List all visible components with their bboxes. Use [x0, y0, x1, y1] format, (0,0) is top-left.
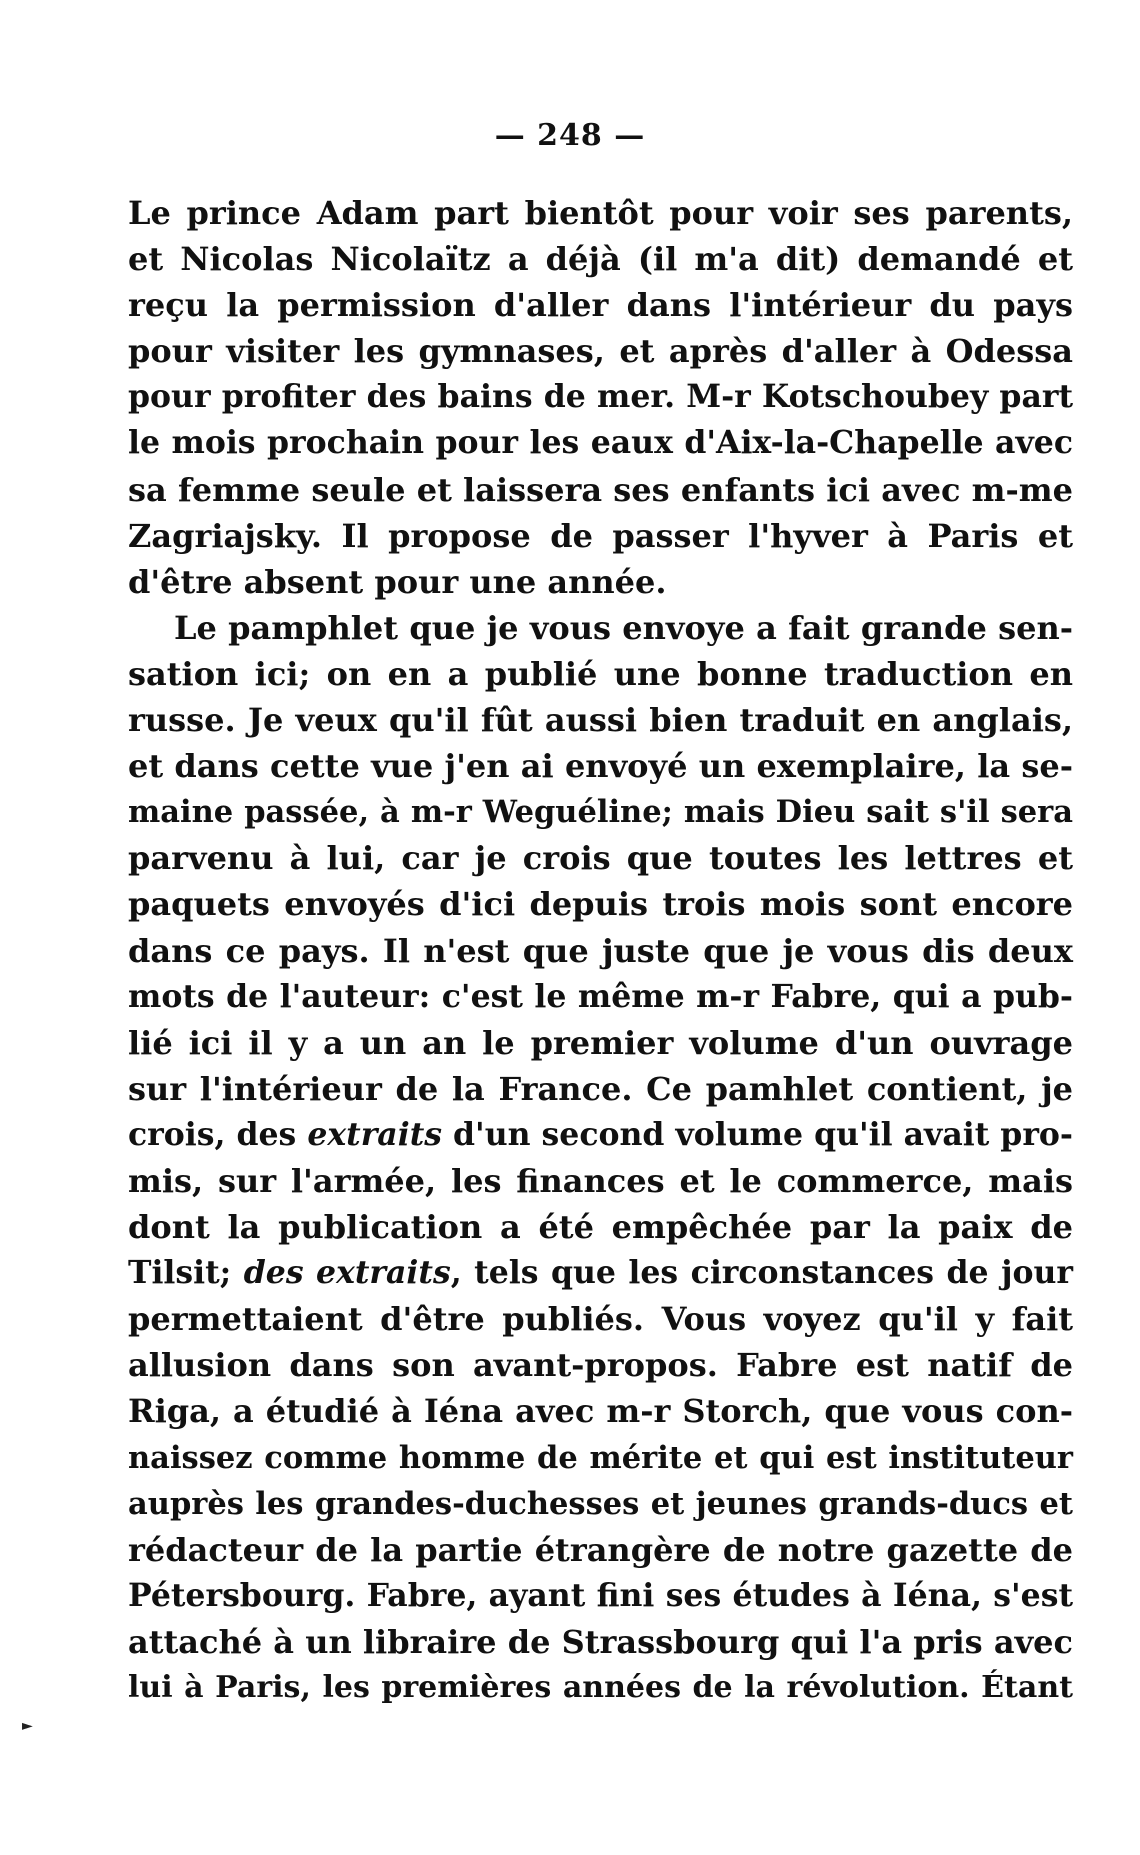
text-line: rédacteur de la partie étrangère de notre gazette de [128, 1530, 1073, 1569]
text-line: allusion dans son avant-propos. Fabre est natif de [128, 1346, 1073, 1385]
text-line: dont la publication a été empêchée par la paix de [128, 1208, 1073, 1247]
scan-mark: ► [22, 1718, 33, 1734]
italic-text: extraits [307, 1115, 442, 1153]
text-line: paquets envoyés d'ici depuis trois mois sont encore [128, 885, 1073, 924]
text-line: d'être absent pour une année. [128, 562, 667, 601]
text-line: auprès les grandes-duchesses et jeunes grands-ducs et [128, 1485, 1073, 1522]
text-line: Le prince Adam part bientôt pour voir ses parents, [128, 194, 1073, 232]
text-line: lié ici il y a un an le premier volume d'un ouvrage [128, 1023, 1073, 1062]
text-line: pour visiter les gymnases, et après d'aller à Odessa [128, 332, 1073, 371]
text-line: et dans cette vue j'en ai envoyé un exemplaire, la se- [128, 747, 1073, 786]
text-line: permettaient d'être publiés. Vous voyez qu'il y fait [128, 1300, 1073, 1339]
text-line: le mois prochain pour les eaux d'Aix-la-Chapelle avec [128, 424, 1073, 462]
text-line: pour profiter des bains de mer. M-r Kotschoubey part [128, 378, 1073, 416]
body-text [128, 190, 1073, 1711]
text-line: Tilsit; des extraits, tels que les circonstances de jour [128, 1254, 1073, 1292]
text-line: crois, des extraits d'un second volume qu'il avait pro- [128, 1115, 1073, 1153]
text-line: naissez comme homme de mérite et qui est instituteur [128, 1439, 1073, 1476]
text-line: Zagriajsky. Il propose de passer l'hyver à Paris et [128, 516, 1073, 555]
text-line: et Nicolas Nicolaïtz a déjà (il m'a dit) demandé et [128, 240, 1073, 279]
italic-text: des extraits [243, 1254, 451, 1292]
text-line: Riga, a étudié à Iéna avec m-r Storch, que vous con- [128, 1392, 1073, 1431]
text-line: sation ici; on en a publié une bonne traduction en [128, 654, 1073, 693]
text-line: sur l'intérieur de la France. Ce pamhlet contient, je [128, 1069, 1073, 1108]
text-line: mots de l'auteur: c'est le même m-r Fabre, qui a pub- [128, 977, 1073, 1015]
text-line: parvenu à lui, car je crois que toutes les lettres et [128, 839, 1073, 878]
text-line: lui à Paris, les premières années de la révolution. Étant [128, 1670, 1073, 1705]
page-number: — 248 — [494, 118, 646, 153]
text-line: dans ce pays. Il n'est que juste que je vous dis deux [128, 931, 1073, 970]
text-line: Pétersbourg. Fabre, ayant fini ses études à Iéna, s'est [128, 1576, 1073, 1614]
text-line: reçu la permission d'aller dans l'intérieur du pays [128, 286, 1073, 325]
text-line: russe. Je veux qu'il fût aussi bien traduit en anglais, [128, 701, 1073, 740]
text-line: maine passée, à m-r Weguéline; mais Dieu sait s'il sera [128, 794, 1073, 831]
text-line: Le pamphlet que je vous envoye a fait grande sen- [174, 608, 1073, 647]
text-line: mis, sur l'armée, les finances et le commerce, mais [128, 1161, 1073, 1200]
text-line: attaché à un libraire de Strassbourg qui l'a pris avec [128, 1622, 1073, 1661]
text-line: sa femme seule et laissera ses enfants ici avec m-me [128, 470, 1073, 509]
